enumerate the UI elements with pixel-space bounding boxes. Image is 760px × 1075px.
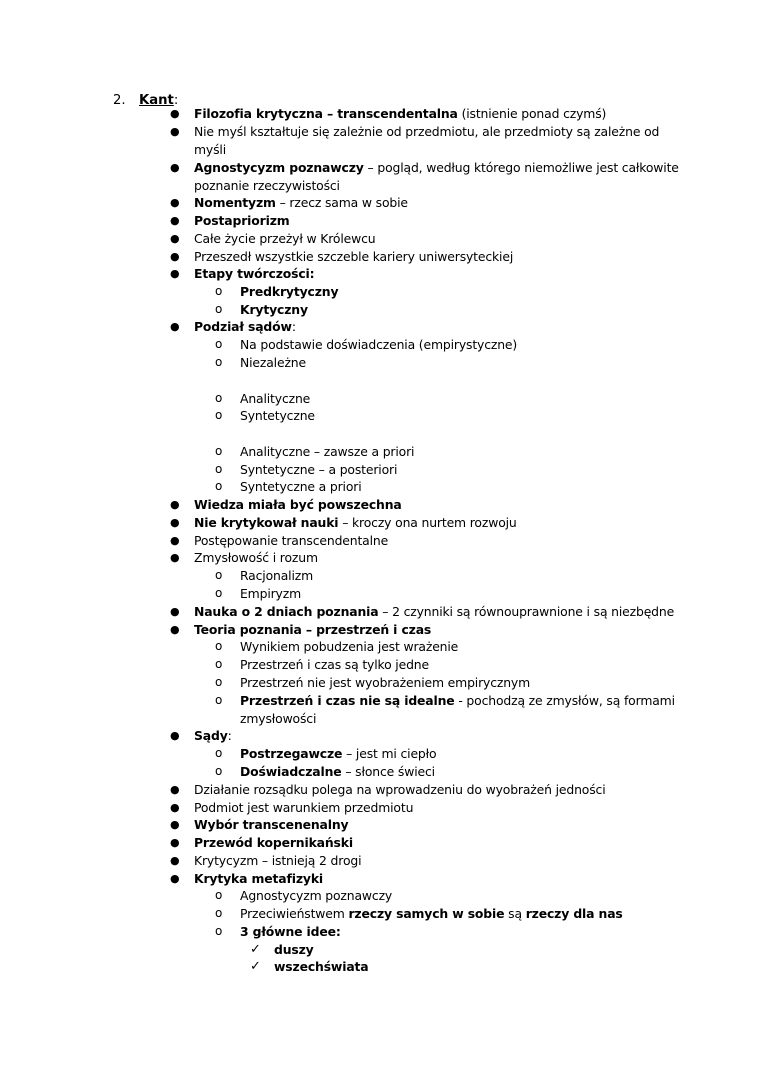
list-item [240, 905, 623, 923]
bold-text: Krytyka metafizyki [194, 871, 324, 886]
text: Postępowanie transcendentalne [194, 533, 389, 548]
bold-text: Etapy twórczości: [194, 266, 315, 281]
bullet-icon: ● [170, 214, 180, 227]
bold-text: Wybór transcenenalny [194, 817, 349, 832]
list-item [240, 763, 435, 781]
circle-bullet-icon: o [215, 746, 223, 760]
text: – słonce świeci [341, 764, 435, 779]
bullet-icon: ● [170, 872, 180, 885]
circle-bullet-icon: o [215, 693, 223, 707]
text: – jest mi ciepło [342, 746, 437, 761]
text: (istnienie ponad czymś) [457, 106, 607, 121]
list-item [240, 567, 313, 585]
text: – rzecz sama w sobie [275, 195, 408, 210]
bold-text: Sądy [194, 728, 228, 743]
text: Krytycyzm – istnieją 2 drogi [194, 853, 362, 868]
circle-bullet-icon: o [215, 444, 223, 458]
circle-bullet-icon: o [215, 462, 223, 476]
bullet-icon: ● [170, 729, 180, 742]
bullet-icon: ● [170, 267, 180, 280]
circle-bullet-icon: o [215, 888, 223, 902]
bullet-icon: ● [170, 551, 180, 564]
list-item [194, 248, 513, 266]
list-item [194, 105, 606, 123]
text: Wynikiem pobudzenia jest wrażenie [240, 639, 459, 654]
list-item [194, 781, 606, 799]
list-item-continuation [194, 141, 226, 159]
text: poznanie rzeczywistości [194, 178, 340, 193]
circle-bullet-icon: o [215, 764, 223, 778]
bullet-icon: ● [170, 623, 180, 636]
text: – kroczy ona nurtem rozwoju [338, 515, 517, 530]
circle-bullet-icon: o [215, 924, 223, 938]
text: – 2 czynniki są równouprawnione i są niezbędne [378, 604, 675, 619]
bullet-icon: ● [170, 498, 180, 511]
bullet-icon: ● [170, 125, 180, 138]
list-item [240, 585, 301, 603]
text: : [291, 319, 296, 334]
text: Racjonalizm [240, 568, 314, 583]
circle-bullet-icon: o [215, 391, 223, 405]
text: Analityczne [240, 391, 311, 406]
text: Na podstawie doświadczenia (empirystyczne) [240, 337, 518, 352]
bold-text: Krytyczny [240, 302, 308, 317]
list-item [194, 496, 402, 514]
text: Podmiot jest warunkiem przedmiotu [194, 800, 414, 815]
list-item [240, 461, 397, 479]
heading-number: 2. [113, 93, 126, 108]
text: Syntetyczne [240, 408, 315, 423]
text: Przeciwieństwem [240, 906, 349, 921]
text: są [504, 906, 526, 921]
list-item [194, 799, 413, 817]
text: Syntetyczne – a posteriori [240, 462, 398, 477]
heading-title: Kant [139, 93, 174, 108]
list-item [194, 514, 517, 532]
bullet-icon: ● [170, 107, 180, 120]
list-item [240, 443, 414, 461]
checkmark-icon: ✓ [250, 942, 261, 957]
text: Przestrzeń nie jest wyobrażeniem empirycznym [240, 675, 531, 690]
list-item [240, 887, 392, 905]
bullet-icon: ● [170, 232, 180, 245]
bullet-icon: ● [170, 161, 180, 174]
circle-bullet-icon: o [215, 906, 223, 920]
bold-text: Doświadczalne [240, 764, 342, 779]
bullet-icon: ● [170, 250, 180, 263]
circle-bullet-icon: o [215, 657, 223, 671]
list-item [240, 745, 436, 763]
list-item [194, 532, 388, 550]
text: - pochodzą ze zmysłów, są formami [454, 693, 675, 708]
text: Działanie rozsądku polega na wprowadzeniu do wyobrażeń jedności [194, 782, 606, 797]
text: Analityczne – zawsze a priori [240, 444, 415, 459]
list-item [240, 674, 530, 692]
bullet-icon: ● [170, 801, 180, 814]
bold-text: duszy [274, 942, 314, 957]
bullet-icon: ● [170, 196, 180, 209]
list-item [274, 941, 314, 959]
circle-bullet-icon: o [215, 675, 223, 689]
text: Syntetyczne a priori [240, 479, 362, 494]
list-item-continuation [240, 710, 316, 728]
list-item [240, 390, 310, 408]
list-item [240, 301, 308, 319]
list-item [194, 870, 323, 888]
list-item [194, 727, 232, 745]
bold-text: Nie krytykował nauki [194, 515, 339, 530]
list-item [194, 265, 314, 283]
text: Nie myśl kształtuje się zależnie od przedmiotu, ale przedmioty są zależne od [194, 124, 660, 139]
circle-bullet-icon: o [215, 408, 223, 422]
list-item [194, 603, 674, 621]
bold-text: Postapriorizm [194, 213, 290, 228]
list-item [194, 834, 353, 852]
circle-bullet-icon: o [215, 639, 223, 653]
list-item [194, 230, 375, 248]
list-item-continuation [194, 177, 340, 195]
bold-text: Podział sądów [194, 319, 292, 334]
circle-bullet-icon: o [215, 568, 223, 582]
bold-text: Nomentyzm [194, 195, 276, 210]
bullet-icon: ● [170, 836, 180, 849]
list-item [240, 638, 458, 656]
bullet-icon: ● [170, 783, 180, 796]
text: myśli [194, 142, 226, 157]
bold-text: rzeczy samych w sobie [348, 906, 505, 921]
text: Zmysłowość i rozum [194, 550, 318, 565]
list-item [194, 816, 348, 834]
text: : [227, 728, 232, 743]
list-item [240, 336, 517, 354]
bold-text: Agnostycyzm poznawczy [194, 160, 364, 175]
list-item [240, 354, 306, 372]
bold-text: Przestrzeń i czas nie są idealne [240, 693, 455, 708]
bold-text: Nauka o 2 dniach poznania [194, 604, 379, 619]
bold-text: Teoria poznania – przestrzeń i czas [194, 622, 432, 637]
bold-text: Filozofia krytyczna – transcendentalna [194, 106, 458, 121]
checkmark-icon: ✓ [250, 959, 261, 974]
bullet-icon: ● [170, 320, 180, 333]
bullet-icon: ● [170, 516, 180, 529]
text: Całe życie przeżył w Królewcu [194, 231, 376, 246]
list-item [274, 958, 369, 976]
list-item [194, 212, 290, 230]
circle-bullet-icon: o [215, 302, 223, 316]
list-item [240, 656, 429, 674]
text: Agnostycyzm poznawczy [240, 888, 393, 903]
circle-bullet-icon: o [215, 479, 223, 493]
list-item [194, 621, 431, 639]
heading-colon: : [173, 93, 179, 108]
list-item [194, 549, 318, 567]
list-item [240, 478, 362, 496]
list-item [240, 923, 341, 941]
bullet-icon: ● [170, 818, 180, 831]
circle-bullet-icon: o [215, 586, 223, 600]
list-item [194, 123, 659, 141]
circle-bullet-icon: o [215, 337, 223, 351]
bullet-icon: ● [170, 854, 180, 867]
bullet-icon: ● [170, 605, 180, 618]
list-item [194, 159, 679, 177]
list-item [240, 407, 315, 425]
bold-text: Predkrytyczny [240, 284, 339, 299]
text: Empiryzm [240, 586, 302, 601]
list-item [240, 283, 338, 301]
text: Przeszedł wszystkie szczeble kariery uniwersyteckiej [194, 249, 514, 264]
bold-text: Postrzegawcze [240, 746, 343, 761]
bullet-icon: ● [170, 534, 180, 547]
text: zmysłowości [240, 711, 317, 726]
list-item [194, 194, 408, 212]
bold-text: wszechświata [274, 959, 369, 974]
section-heading [113, 92, 178, 110]
circle-bullet-icon: o [215, 284, 223, 298]
text: – pogląd, według którego niemożliwe jest całkowite [363, 160, 679, 175]
circle-bullet-icon: o [215, 355, 223, 369]
bold-text: rzeczy dla nas [525, 906, 623, 921]
text: Niezależne [240, 355, 306, 370]
list-item [240, 692, 675, 710]
list-item [194, 318, 296, 336]
list-item [194, 852, 361, 870]
bold-text: Wiedza miała być powszechna [194, 497, 402, 512]
bold-text: Przewód kopernikański [194, 835, 353, 850]
text: Przestrzeń i czas są tylko jedne [240, 657, 429, 672]
bold-text: 3 główne idee: [240, 924, 341, 939]
